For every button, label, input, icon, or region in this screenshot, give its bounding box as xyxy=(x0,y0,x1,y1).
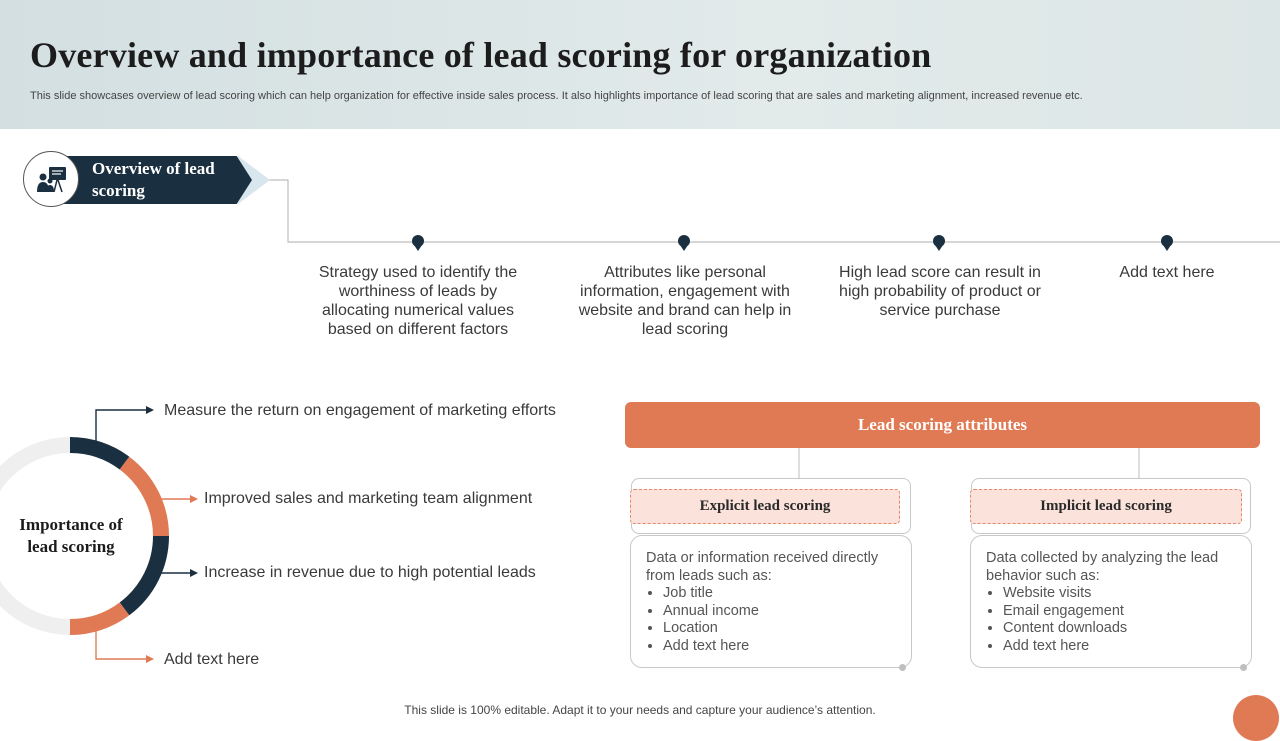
explicit-title xyxy=(630,489,900,524)
explicit-title-text: Explicit lead scoring xyxy=(699,498,831,514)
importance-item-2: Improved sales and marketing team alignment xyxy=(204,490,533,507)
page-title: Overview and importance of lead scoring for organization xyxy=(30,35,932,75)
explicit-list xyxy=(646,585,897,655)
overview-item-3: High lead score can result in high probability of product or service purchase xyxy=(839,264,1041,319)
attributes-header xyxy=(625,402,1260,448)
explicit-bullet-2: • Annual income xyxy=(663,603,897,621)
implicit-bullet-4: • Add text here xyxy=(1003,638,1237,656)
arrow-4 xyxy=(96,628,147,659)
importance-item-4: Add text here xyxy=(164,651,260,668)
implicit-bullet-3: • Content downloads xyxy=(1003,620,1237,638)
explicit-intro: Data or information received directly from leads such as: xyxy=(646,550,879,584)
ring-segment-4 xyxy=(70,609,125,627)
corner-decoration xyxy=(1233,695,1279,741)
ring-segment-1 xyxy=(70,445,125,463)
timeline-pin-4 xyxy=(1160,234,1174,252)
explicit-bullet-3: • Location xyxy=(663,620,897,638)
presentation-icon xyxy=(36,165,68,195)
overview-label: Overview of lead scoring xyxy=(92,159,215,200)
implicit-title xyxy=(970,489,1242,524)
timeline-pin-2 xyxy=(677,234,691,252)
arrow-1 xyxy=(96,410,147,444)
overview-item-2: Attributes like personal information, engagement with website and brand can help in lead scoring xyxy=(578,264,792,338)
importance-item-3: Increase in revenue due to high potential leads xyxy=(204,564,536,581)
implicit-corner-dot xyxy=(1240,664,1247,671)
implicit-intro: Data collected by analyzing the lead behavior such as: xyxy=(986,550,1219,584)
implicit-bullet-1: • Website visits xyxy=(1003,585,1237,603)
explicit-corner-dot xyxy=(899,664,906,671)
footer-note: This slide is 100% editable. Adapt it to your needs and capture your audience’s attention. xyxy=(404,703,876,717)
importance-item-1: Measure the return on engagement of marketing efforts xyxy=(164,402,556,419)
timeline-pin-3 xyxy=(932,234,946,252)
explicit-bullet-4: • Add text here xyxy=(663,638,897,656)
explicit-bullet-1: • Job title xyxy=(663,585,897,603)
explicit-body xyxy=(630,535,912,668)
overview-item-1: Strategy used to identify the worthiness of leads by allocating numerical values based on different factors xyxy=(318,264,518,338)
implicit-title-text: Implicit lead scoring xyxy=(1040,498,1172,514)
importance-label: Importance of lead scoring xyxy=(19,515,123,556)
timeline-connector xyxy=(266,180,1280,242)
attributes-title: Lead scoring attributes xyxy=(857,415,1028,434)
implicit-bullet-2: • Email engagement xyxy=(1003,603,1237,621)
overview-icon-circle xyxy=(23,151,79,207)
page-subtitle: This slide showcases overview of lead scoring which can help organization for effective inside sales process. It also highlights importance of lead scoring that are sales and marketing alignment, increased revenue etc. xyxy=(30,90,1083,102)
implicit-list xyxy=(986,585,1237,655)
overview-item-4: Add text here xyxy=(1119,264,1215,281)
timeline-pin-1 xyxy=(411,234,425,252)
implicit-body xyxy=(970,535,1252,668)
